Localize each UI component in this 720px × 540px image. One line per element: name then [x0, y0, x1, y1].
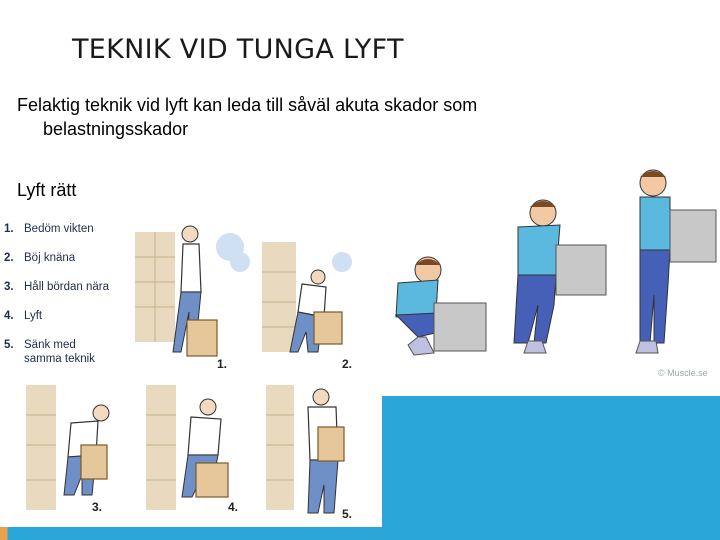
lift-illustration-step-5 [266, 385, 376, 520]
decorative-blue-block [382, 396, 720, 540]
step-item [4, 251, 109, 280]
intro-text [17, 93, 597, 141]
step-number: 1. [4, 223, 14, 235]
panel-number: 3. [92, 500, 103, 514]
lift-illustration-step-2 [262, 232, 362, 362]
step-label: Lyft [24, 310, 43, 322]
step-number: 3. [4, 281, 14, 293]
step-label-continued: samma teknik [24, 353, 95, 365]
intro-line-1: Felaktig teknik vid lyft kan leda till såväl akuta skador som [17, 95, 478, 115]
step-label: Sänk med [24, 339, 76, 351]
panel-number: 2. [342, 357, 353, 371]
step-number: 4. [4, 310, 14, 322]
panel-number: 1. [217, 357, 228, 371]
step-item [4, 280, 109, 309]
step-label: Bedöm vikten [24, 223, 94, 235]
step-label: Håll bördan nära [24, 281, 110, 293]
step-item [4, 222, 109, 251]
step-number: 2. [4, 252, 14, 264]
panel-number: 4. [228, 500, 239, 514]
step-number: 5. [4, 339, 14, 351]
panel-number: 5. [342, 507, 353, 521]
decorative-bottom-bar [0, 527, 382, 540]
subheading: Lyft rätt [17, 180, 77, 200]
intro-line-2: belastningsskador [43, 119, 189, 139]
step-item [4, 309, 109, 338]
lift-sequence-illustration [378, 165, 720, 365]
step-label: Böj knäna [24, 252, 76, 264]
step-item [4, 338, 109, 367]
slide-title: TEKNIK VID TUNGA LYFT [72, 34, 404, 65]
lift-illustration-step-3 [26, 385, 136, 515]
image-credit: © Muscle.se [658, 368, 708, 378]
step-list [4, 222, 109, 367]
lift-illustration-step-1 [135, 212, 250, 362]
lift-illustration-step-4 [146, 385, 256, 515]
